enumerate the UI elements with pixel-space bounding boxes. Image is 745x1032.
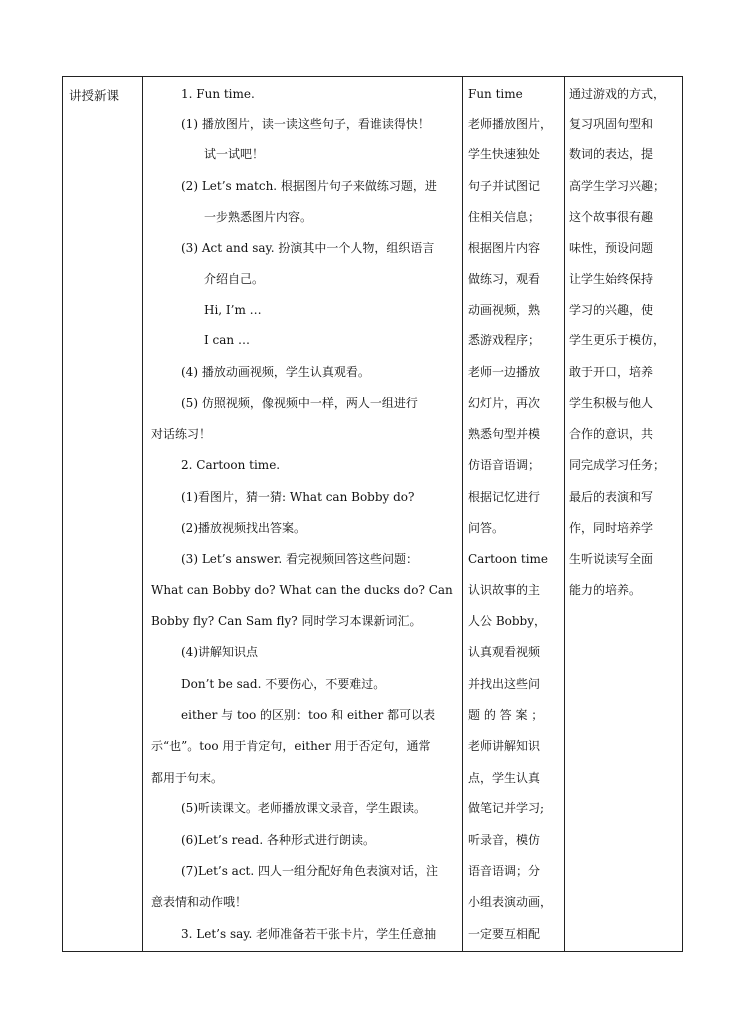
activity-line: 悉游戏程序；	[468, 333, 541, 347]
content-line: (1) 播放图片，读一读这些句子，看谁读得快！	[181, 117, 430, 131]
content-line: I can …	[204, 333, 250, 347]
content-line: (2) Let’s match. 根据图片句子来做练习题，进	[181, 179, 437, 193]
content-line: (5)听读课文。老师播放课文录音，学生跟读。	[181, 801, 426, 815]
activity-line: 并找出这些问	[468, 677, 541, 691]
content-line: What can Bobby do? What can the ducks do? Can	[151, 583, 453, 597]
purpose-line: 味性，预设问题	[569, 241, 654, 255]
content-line: 一步熟悉图片内容。	[204, 210, 313, 224]
activity-line: 老师播放图片，	[468, 117, 553, 131]
activity-line: 老师一边播放	[468, 365, 541, 379]
purpose-line: 最后的表演和写	[569, 490, 654, 504]
purpose-line: 数词的表达，提	[569, 147, 654, 161]
activity-line: 幻灯片，再次	[468, 396, 541, 410]
content-line: (4)讲解知识点	[181, 645, 258, 659]
activity-line: 语音语调；分	[468, 864, 541, 878]
content-line: Bobby fly? Can Sam fly? 同时学习本课新词汇。	[151, 614, 422, 628]
activity-line: 题 的 答 案 ；	[468, 708, 544, 722]
activity-line: 动画视频，熟	[468, 303, 541, 317]
activity-line: 小组表演动画，	[468, 895, 553, 909]
content-line: 对话练习！	[151, 427, 212, 441]
lesson-plan-table	[62, 76, 683, 952]
content-line: (5) 仿照视频，像视频中一样，两人一组进行	[181, 396, 418, 410]
content-line: 意表情和动作哦！	[151, 895, 248, 909]
activity-line: 认真观看视频	[468, 645, 541, 659]
purpose-line: 敢于开口，培养	[569, 365, 654, 379]
activity-line: 根据图片内容	[468, 241, 541, 255]
content-line: (3) Act and say. 扮演其中一个人物，组织语言	[181, 241, 435, 255]
activity-line: 听录音，模仿	[468, 833, 541, 847]
content-line: (1)看图片，猜一猜: What can Bobby do?	[181, 490, 415, 504]
activity-line: 句子并试图记	[468, 179, 541, 193]
activity-line: Fun time	[468, 87, 523, 101]
content-line: 试一试吧！	[204, 147, 265, 161]
stage-cell	[63, 77, 143, 952]
content-cell	[143, 77, 463, 952]
activity-line: 根据记忆进行	[468, 490, 541, 504]
purpose-line: 合作的意识，共	[569, 427, 654, 441]
purpose-line: 学生积极与他人	[569, 396, 654, 410]
content-line: Don’t be sad. 不要伤心，不要难过。	[181, 677, 386, 691]
activity-line: 学生快速独处	[468, 147, 541, 161]
activity-line: Cartoon time	[468, 552, 549, 566]
content-line: either 与 too 的区别：too 和 either 都可以表	[181, 708, 436, 722]
content-line: 3. Let’s say. 老师准备若干张卡片，学生任意抽	[181, 927, 437, 941]
purpose-cell	[565, 77, 683, 952]
activity-line: 住相关信息；	[468, 210, 541, 224]
content-line: 2. Cartoon time.	[181, 458, 281, 472]
content-line: 示“也”。too 用于肯定句，either 用于否定句，通常	[151, 739, 431, 753]
activity-line: 一定要互相配	[468, 927, 541, 941]
activity-line: 问答。	[468, 521, 505, 535]
activity-line: 点，学生认真	[468, 771, 541, 785]
activity-line: 老师讲解知识	[468, 739, 541, 753]
content-line: (3) Let’s answer. 看完视频回答这些问题：	[181, 552, 418, 566]
purpose-line: 这个故事很有趣	[569, 210, 654, 224]
purpose-line: 同完成学习任务；	[569, 458, 666, 472]
purpose-line: 让学生始终保持	[569, 272, 654, 286]
content-line: 1. Fun time.	[181, 87, 255, 101]
activity-line: 做练习，观看	[468, 272, 541, 286]
activity-line: 做笔记并学习;	[468, 801, 545, 815]
purpose-line: 通过游戏的方式，	[569, 87, 666, 101]
activity-line: 人公 Bobby，	[468, 614, 547, 628]
content-line: (4) 播放动画视频，学生认真观看。	[181, 365, 370, 379]
content-line: 介绍自己。	[204, 272, 265, 286]
activity-line: 熟悉句型并模	[468, 427, 541, 441]
content-line: 都用于句末。	[151, 771, 224, 785]
purpose-line: 作，同时培养学	[569, 521, 654, 535]
teaching-row	[63, 77, 683, 952]
activity-line: 认识故事的主	[468, 583, 541, 597]
content-line: Hi, I’m …	[204, 303, 262, 317]
activity-line: 仿语音语调；	[468, 458, 541, 472]
purpose-line: 学生更乐于模仿，	[569, 333, 666, 347]
purpose-line: 生听说读写全面	[569, 552, 654, 566]
purpose-line: 高学生学习兴趣；	[569, 179, 666, 193]
activities-cell	[463, 77, 565, 952]
content-line: (2)播放视频找出答案。	[181, 521, 306, 535]
content-line: (6)Let’s read. 各种形式进行朗读。	[181, 833, 375, 847]
content-line: (7)Let’s act. 四人一组分配好角色表演对话，注	[181, 864, 439, 878]
stage-label: 讲授新课	[69, 88, 120, 103]
purpose-line: 能力的培养。	[569, 583, 642, 597]
purpose-line: 复习巩固句型和	[569, 117, 654, 131]
purpose-line: 学习的兴趣，使	[569, 303, 654, 317]
